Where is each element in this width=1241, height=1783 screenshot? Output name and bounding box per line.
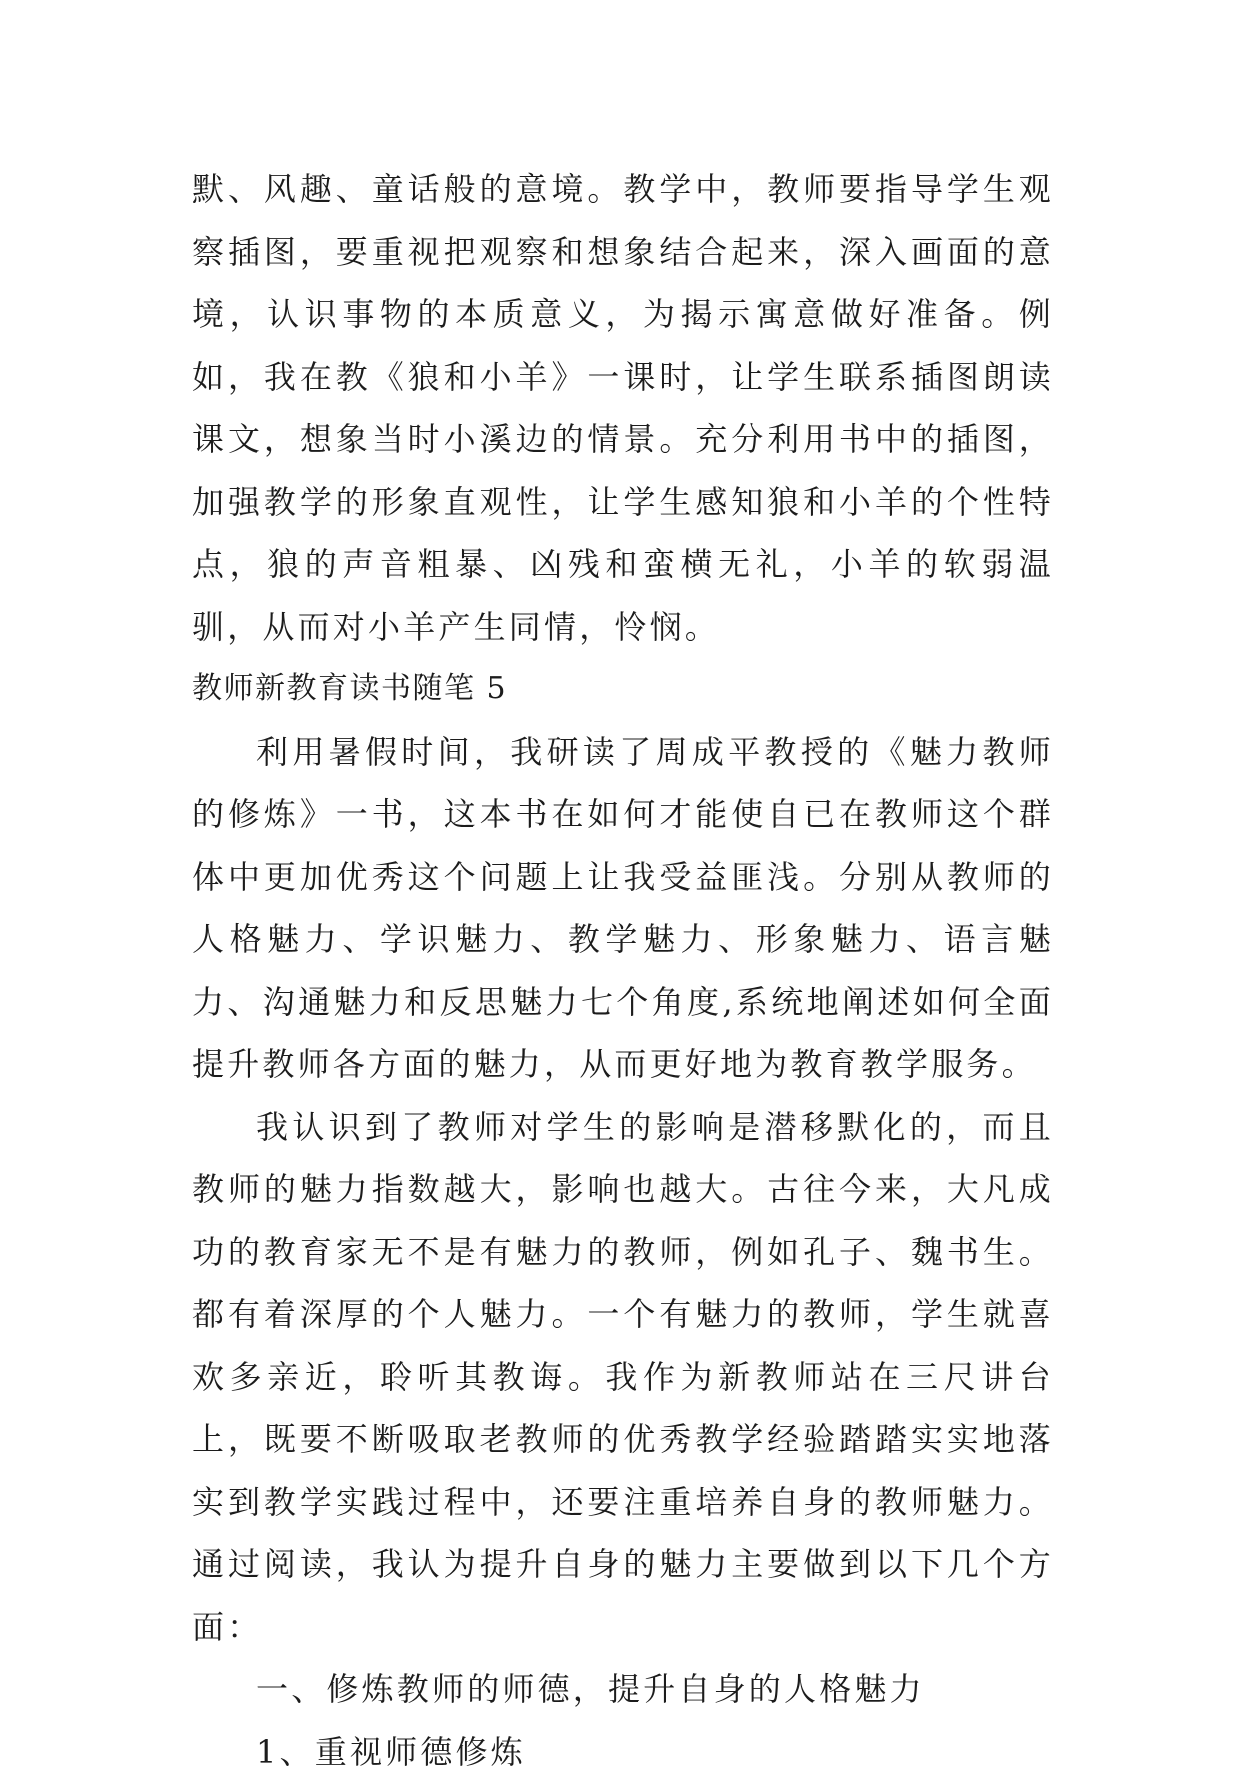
- body-paragraph: 默、风趣、童话般的意境。教学中，教师要指导学生观察插图，要重视把观察和想象结合起来，深入画面的意境，认识事物的本质意义，为揭示寓意做好准备。例如，我在教《狼和小羊》一课时，让学生联系插图朗读课文，想象当时小溪边的情景。充分利用书中的插图，加强教学的形象直观性，让学生感知狼和小羊的个性特点，狼的声音粗暴、凶残和蛮横无礼，小羊的软弱温驯，从而对小羊产生同情，怜悯。: [192, 158, 1054, 658]
- section-title: 教师新教育读书随笔 5: [192, 658, 1054, 721]
- body-paragraph: 利用暑假时间，我研读了周成平教授的《魅力教师的修炼》一书，这本书在如何才能使自已在教师这个群体中更加优秀这个问题上让我受益匪浅。分别从教师的人格魅力、学识魅力、教学魅力、形象魅力、语言魅力、沟通魅力和反思魅力七个角度,系统地阐述如何全面提升教师各方面的魅力，从而更好地为教育教学服务。: [192, 721, 1054, 1096]
- body-paragraph: 我认识到了教师对学生的影响是潜移默化的，而且教师的魅力指数越大，影响也越大。古往今来，大凡成功的教育家无不是有魅力的教师，例如孔子、魏书生。都有着深厚的个人魅力。一个有魅力的教师，学生就喜欢多亲近，聆听其教诲。我作为新教师站在三尺讲台上，既要不断吸取老教师的优秀教学经验踏踏实实地落实到教学实践过程中，还要注重培养自身的教师魅力。通过阅读，我认为提升自身的魅力主要做到以下几个方面：: [192, 1096, 1054, 1659]
- document-body: [192, 158, 1054, 1783]
- body-paragraph: 1、重视师德修炼: [192, 1721, 1054, 1783]
- body-paragraph: 一、修炼教师的师德，提升自身的人格魅力: [192, 1658, 1054, 1721]
